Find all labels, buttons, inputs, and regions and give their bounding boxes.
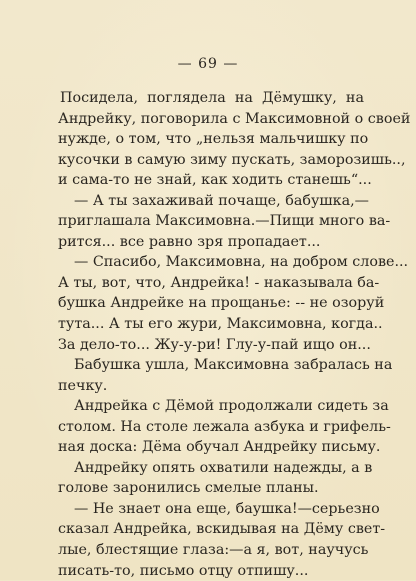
text-line: За дело-то... Жу-у-ри! Глу-у-пай ищо он... xyxy=(58,336,371,353)
text-line: — Спасибо, Максимовна, на добром слове... xyxy=(74,254,409,271)
text-line: Андрейку, поговорила с Максимовной о своей xyxy=(58,110,411,127)
text-line: столом. На столе лежала азбука и грифель- xyxy=(58,418,391,435)
page-text xyxy=(58,88,411,581)
text-line: печку. xyxy=(58,377,108,394)
text-line: рится... все равно зря пропадает... xyxy=(58,233,321,250)
text-line: Андрейка с Дёмой продолжали сидеть за xyxy=(74,398,389,415)
text-line: ная доска: Дёма обучал Андрейку письму. xyxy=(58,439,381,456)
text-line: нужде, о том, что „нельзя мальчишку по xyxy=(58,131,369,148)
text-line: тута... А ты его жури, Максимовна, когда.. xyxy=(58,316,383,333)
text-line: — Не знает она еще, баушка!—серьезно xyxy=(74,500,380,517)
text-line: Посидела, поглядела на Дёмушку, на xyxy=(60,90,364,106)
text-line: А ты, вот, что, Андрейка! - наказывала ба- xyxy=(58,274,380,291)
text-line: кусочки в самую зиму пускать, заморозишь.., xyxy=(58,151,406,168)
text-line: Андрейку опять охватили надежды, а в xyxy=(74,459,373,476)
text-line: приглашала Максимовна.—Пищи много ва- xyxy=(58,213,391,230)
text-line: лые, блестящие глаза:—а я, вот, научусь xyxy=(58,542,369,559)
text-line: и сама-то не знай, как ходить станешь“... xyxy=(58,172,372,189)
page-number: — 69 — xyxy=(177,56,239,72)
text-line: писать-то, письмо отцу отпишу... xyxy=(58,562,309,579)
text-line: бушка Андрейке на прощанье: -- не озоруй xyxy=(58,295,385,312)
text-line: голове заронились смелые планы. xyxy=(58,480,319,497)
text-line: сказал Андрейка, вскидывая на Дёму свет- xyxy=(58,521,386,538)
text-line: Бабушка ушла, Максимовна забралась на xyxy=(74,357,393,374)
text-line: — А ты захаживай почаще, бабушка,— xyxy=(74,192,369,209)
